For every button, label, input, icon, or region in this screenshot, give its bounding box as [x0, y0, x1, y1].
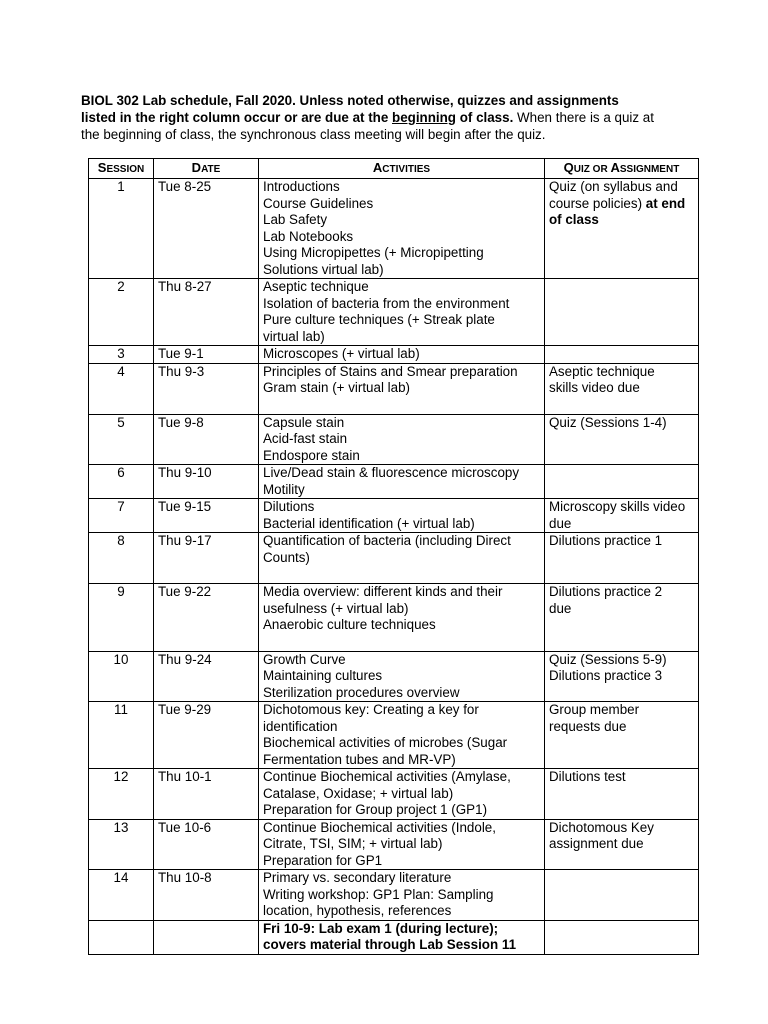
quiz-line: requests due	[549, 718, 627, 734]
activity-line: Counts)	[263, 549, 310, 565]
exam-empty-date	[154, 920, 259, 954]
table-row	[89, 533, 699, 584]
session-activities	[259, 346, 545, 364]
quiz-assignment	[545, 414, 699, 465]
activity-line: Using Micropipettes (+ Micropipetting	[263, 245, 484, 260]
activity-line: Course Guidelines	[263, 195, 374, 211]
session-number: 9	[89, 584, 154, 652]
session-number: 5	[89, 414, 154, 465]
session-activities	[259, 819, 545, 870]
session-date: Thu 9-10	[154, 465, 259, 499]
session-number: 8	[89, 533, 154, 584]
session-number: 6	[89, 465, 154, 499]
session-number: 14	[89, 870, 154, 921]
session-activities	[259, 279, 545, 346]
activity-line: Principles of Stains and Smear preparation	[263, 363, 518, 379]
activity-line: Writing workshop: GP1 Plan: Sampling	[263, 886, 494, 902]
quiz-emphasis-line: of class	[549, 212, 599, 227]
activity-line: identification	[263, 718, 338, 734]
quiz-line: Quiz (on syllabus and	[549, 179, 678, 194]
activity-line: Endospore stain	[263, 447, 360, 463]
header-session: SESSION	[89, 159, 154, 179]
session-activities	[259, 533, 545, 584]
activity-line: virtual lab)	[263, 328, 325, 344]
activity-line: Catalase, Oxidase; + virtual lab)	[263, 785, 454, 801]
session-date: Thu 9-24	[154, 651, 259, 702]
quiz-line: Quiz (Sessions 5-9)	[549, 651, 667, 667]
activity-line: Primary vs. secondary literature	[263, 870, 452, 885]
session-activities	[259, 363, 545, 414]
quiz-assignment	[545, 465, 699, 499]
session-date: Tue 9-22	[154, 584, 259, 652]
header-date: DATE	[154, 159, 259, 179]
session-activities	[259, 414, 545, 465]
quiz-assignment	[545, 179, 699, 279]
activity-line: Continue Biochemical activities (Indole,	[263, 819, 496, 835]
activity-line: Dichotomous key: Creating a key for	[263, 702, 479, 717]
quiz-line: Dilutions practice 1	[549, 533, 663, 548]
session-number: 13	[89, 819, 154, 870]
activity-line: Continue Biochemical activities (Amylase,	[263, 769, 511, 784]
activity-line: Solutions virtual lab)	[263, 261, 384, 277]
session-date: Thu 9-3	[154, 363, 259, 414]
header-quiz-assignment: QUIZ OR ASSIGNMENT	[545, 159, 699, 179]
activity-line: Capsule stain	[263, 414, 345, 430]
intro-line-2-bold-a: listed in the right column occur or are due at the	[81, 110, 393, 125]
activity-line: Dilutions	[263, 499, 315, 514]
activity-line: Live/Dead stain & fluorescence microscopy	[263, 465, 520, 480]
intro-paragraph	[81, 92, 691, 143]
session-activities	[259, 651, 545, 702]
quiz-assignment	[545, 279, 699, 346]
activity-line: Fermentation tubes and MR-VP)	[263, 751, 456, 767]
intro-line-2-bold-b: of class.	[455, 110, 514, 125]
quiz-line: due	[549, 515, 572, 531]
session-date: Thu 10-1	[154, 769, 259, 820]
session-number: 10	[89, 651, 154, 702]
activity-line: Biochemical activities of microbes (Sugar	[263, 735, 508, 750]
session-activities	[259, 870, 545, 921]
session-number: 4	[89, 363, 154, 414]
quiz-assignment	[545, 702, 699, 769]
quiz-assignment	[545, 499, 699, 533]
activity-line: Bacterial identification (+ virtual lab)	[263, 515, 475, 531]
quiz-line: skills video due	[549, 380, 640, 395]
table-row	[89, 346, 699, 364]
table-row	[89, 414, 699, 465]
quiz-assignment	[545, 584, 699, 652]
intro-underlined-word: beginning	[392, 110, 456, 125]
session-activities	[259, 179, 545, 279]
activity-line: Lab Safety	[263, 212, 328, 227]
session-activities	[259, 499, 545, 533]
exam-note-line-1: Fri 10-9: Lab exam 1 (during lecture);	[263, 920, 499, 936]
session-date: Tue 9-15	[154, 499, 259, 533]
activity-line: Motility	[263, 481, 305, 497]
table-row	[89, 363, 699, 414]
activity-line: Preparation for GP1	[263, 852, 383, 868]
exam-note	[259, 920, 545, 954]
session-date: Thu 9-17	[154, 533, 259, 584]
quiz-line: Microscopy skills video	[549, 499, 686, 514]
quiz-assignment	[545, 363, 699, 414]
table-row	[89, 584, 699, 652]
session-number: 11	[89, 702, 154, 769]
activity-line: Preparation for Group project 1 (GP1)	[263, 802, 488, 817]
activity-line: Media overview: different kinds and their	[263, 584, 503, 599]
quiz-emphasis: at end	[642, 195, 686, 211]
session-activities	[259, 769, 545, 820]
exam-empty-session	[89, 920, 154, 954]
session-activities	[259, 465, 545, 499]
activity-line: Maintaining cultures	[263, 668, 383, 683]
session-number: 7	[89, 499, 154, 533]
activity-line: Growth Curve	[263, 651, 346, 667]
quiz-assignment	[545, 870, 699, 921]
activity-line: Pure culture techniques (+ Streak plate	[263, 312, 495, 327]
session-activities	[259, 584, 545, 652]
session-date: Thu 8-27	[154, 279, 259, 346]
intro-line-3: the beginning of class, the synchronous class meeting will begin after the quiz.	[81, 127, 546, 142]
session-date: Tue 9-1	[154, 346, 259, 364]
session-number: 3	[89, 346, 154, 364]
quiz-assignment	[545, 769, 699, 820]
quiz-line: Dichotomous Key	[549, 819, 654, 835]
session-date: Tue 9-8	[154, 414, 259, 465]
quiz-line: assignment due	[549, 836, 644, 851]
quiz-line: course policies) at end	[549, 195, 686, 211]
quiz-line: due	[549, 600, 572, 616]
quiz-assignment	[545, 533, 699, 584]
table-row	[89, 279, 699, 346]
header-activities: ACTIVITIES	[259, 159, 545, 179]
table-row	[89, 769, 699, 820]
session-activities	[259, 702, 545, 769]
exam-empty-quiz	[545, 920, 699, 954]
intro-line-2-plain: When there is a quiz at	[513, 110, 654, 125]
intro-line-1: BIOL 302 Lab schedule, Fall 2020. Unless noted otherwise, quizzes and assignments	[81, 93, 619, 108]
exam-note-line-2: covers material through Lab Session 11	[263, 937, 517, 952]
activity-line: Introductions	[263, 179, 340, 194]
activity-line: Quantification of bacteria (including Direct	[263, 533, 511, 548]
session-number: 12	[89, 769, 154, 820]
table-row	[89, 499, 699, 533]
activity-line: Aseptic technique	[263, 279, 369, 294]
table-header-row	[89, 159, 699, 179]
activity-line: Microscopes (+ virtual lab)	[263, 346, 420, 361]
intro-line-2	[81, 109, 691, 126]
table-row	[89, 465, 699, 499]
table-row	[89, 702, 699, 769]
table-row	[89, 179, 699, 279]
activity-line: Sterilization procedures overview	[263, 684, 460, 700]
quiz-line: Aseptic technique	[549, 363, 655, 379]
quiz-line: Group member	[549, 702, 640, 717]
activity-line: Lab Notebooks	[263, 228, 354, 244]
quiz-assignment	[545, 651, 699, 702]
activity-line: location, hypothesis, references	[263, 903, 452, 918]
activity-line: Isolation of bacteria from the environment	[263, 295, 510, 311]
quiz-assignment	[545, 346, 699, 364]
activity-line: Citrate, TSI, SIM; + virtual lab)	[263, 836, 443, 851]
quiz-line: Dilutions practice 3	[549, 668, 663, 683]
exam-row	[89, 920, 699, 954]
table-row	[89, 651, 699, 702]
quiz-line: Quiz (Sessions 1-4)	[549, 414, 667, 430]
quiz-assignment	[545, 819, 699, 870]
schedule-table	[88, 158, 699, 955]
session-number: 1	[89, 179, 154, 279]
activity-line: Gram stain (+ virtual lab)	[263, 380, 410, 395]
table-row	[89, 819, 699, 870]
session-date: Tue 10-6	[154, 819, 259, 870]
table-row	[89, 870, 699, 921]
activity-line: Acid-fast stain	[263, 431, 348, 446]
session-date: Tue 8-25	[154, 179, 259, 279]
quiz-line: Dilutions test	[549, 769, 626, 784]
session-date: Thu 10-8	[154, 870, 259, 921]
activity-line: Anaerobic culture techniques	[263, 617, 436, 632]
quiz-line: Dilutions practice 2	[549, 584, 663, 599]
session-number: 2	[89, 279, 154, 346]
session-date: Tue 9-29	[154, 702, 259, 769]
activity-line: usefulness (+ virtual lab)	[263, 600, 409, 616]
